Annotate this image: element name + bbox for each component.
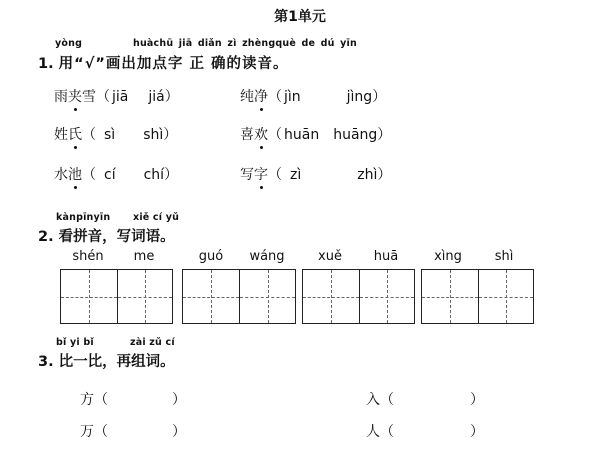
writing-cell[interactable] [239,270,295,323]
word-char: 纯 [240,89,254,105]
q3-pinyin-zaizuci: zài zǔ cí [130,337,175,348]
q2-pinyin-xieciyu: xiě cí yǔ [133,212,180,223]
writing-grid-4[interactable] [421,269,534,324]
paren-open: （ [380,424,394,440]
q1-item-4 [240,124,391,144]
q1-item-3 [54,124,177,144]
dotted-char: 字 [254,164,268,184]
paren-close: ） [164,89,179,105]
word-char: 水 [54,167,68,183]
paren-close: ） [172,424,186,440]
writing-grid-2[interactable] [182,269,296,324]
writing-cell[interactable] [422,270,478,323]
writing-grid-3[interactable] [302,269,415,324]
paren-open: （ [380,392,394,408]
paren-open: （ [268,167,282,183]
paren-open: （ [94,424,108,440]
compare-right-2 [366,421,484,441]
q1-item-2 [240,86,386,106]
q2-pinyin-kanpinyin: kànpīnyīn [56,212,111,223]
word-char: 雪 [82,89,96,105]
paren-open: （ [82,167,96,183]
q1-text: 用“√”画出加点字 正 确的读音。 [58,56,289,72]
grid-pinyin: me [133,249,155,264]
q2-number: 2. [38,229,54,245]
q2-text: 看拼音，写词语。 [58,229,175,245]
writing-cell[interactable] [117,270,172,323]
paren-open: （ [94,392,108,408]
paren-open: （ [96,89,110,105]
writing-cell[interactable] [183,270,239,323]
q3-text: 比一比，再组词。 [58,354,175,370]
paren-close: ） [470,392,484,408]
option-1[interactable]: huān [284,127,320,143]
q3-title [38,350,175,371]
paren-close: ） [172,392,186,408]
paren-close: ） [377,167,392,183]
grid-pinyin: xuě [318,249,342,264]
q1-item-5 [54,164,178,184]
option-2[interactable]: shì [143,127,164,143]
page-title: 第1单元 [274,9,326,25]
word-char: 喜 [240,127,254,143]
option-2[interactable]: huāng [333,127,378,143]
option-2[interactable]: jiá [148,89,165,105]
grid-pinyin: wáng [249,249,285,264]
q2-title [38,225,175,246]
option-2[interactable]: chí [143,167,165,183]
word-char: 姓 [54,127,68,143]
option-1[interactable]: jìn [284,89,301,105]
paren-close: ） [372,89,387,105]
dotted-char: 夹 [68,86,82,106]
option-1[interactable]: jiā [112,89,129,105]
dotted-char: 欢 [254,124,268,144]
grid-pinyin: guó [198,249,224,264]
paren-open: （ [268,127,282,143]
writing-cell[interactable] [303,270,359,323]
compare-char: 人 [366,424,380,440]
q3-number: 3. [38,354,54,370]
compare-char: 方 [80,392,94,408]
paren-close: ） [470,424,484,440]
option-1[interactable]: cí [104,167,116,183]
paren-close: ） [377,127,392,143]
dotted-char: 净 [254,86,268,106]
paren-close: ） [163,127,178,143]
grid-pinyin: shén [72,249,104,264]
grid-pinyin: shì [494,249,514,264]
q3-pinyin-biyibi: bǐ yi bǐ [56,337,94,348]
compare-right-1 [366,389,484,409]
grid-pinyin: xìng [434,249,462,264]
option-1[interactable]: sì [104,127,116,143]
paren-open: （ [82,127,96,143]
option-2[interactable]: zhì [357,167,378,183]
option-1[interactable]: zì [290,167,302,183]
q1-pinyin-yong: yòng [55,38,83,49]
compare-left-2 [80,421,186,441]
q1-item-1 [54,86,179,106]
compare-char: 万 [80,424,94,440]
compare-left-1 [80,389,186,409]
option-2[interactable]: jìng [346,89,373,105]
writing-cell[interactable] [478,270,533,323]
q1-item-6 [240,164,391,184]
writing-cell[interactable] [359,270,414,323]
writing-cell[interactable] [61,270,117,323]
writing-grid-1[interactable] [60,269,173,324]
dotted-char: 池 [68,164,82,184]
q1-pinyin-annotation: huàchū jiā diǎn zì zhèngquè de dú yīn [133,38,357,49]
paren-close: ） [164,167,179,183]
grid-pinyin: huā [373,249,399,264]
word-char: 雨 [54,89,68,105]
q1-number: 1. [38,56,54,72]
compare-char: 入 [366,392,380,408]
word-char: 写 [240,167,254,183]
paren-open: （ [268,89,282,105]
q1-title [38,52,289,73]
dotted-char: 氏 [68,124,82,144]
